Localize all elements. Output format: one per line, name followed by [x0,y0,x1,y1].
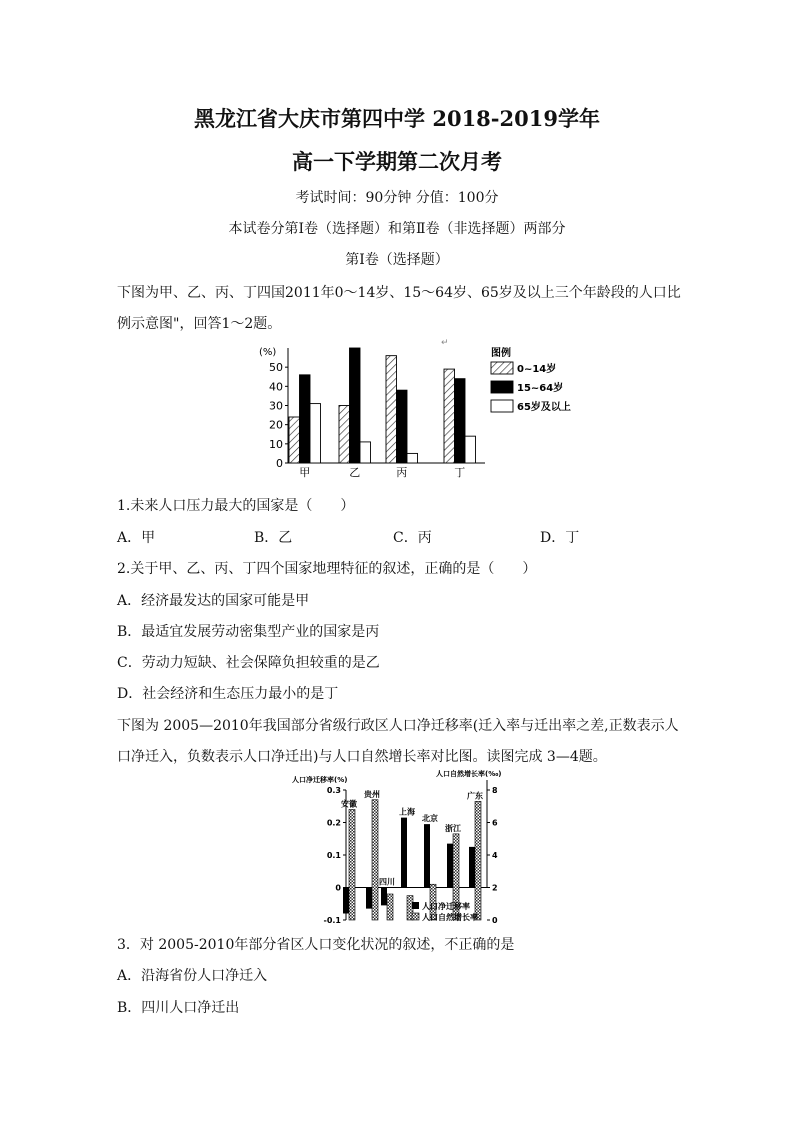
chart2-right-axis-label: 人口自然增长率(‰) [436,770,502,778]
chart2-category-labels [341,789,483,887]
q1-option-b[interactable]: B．乙 [254,530,293,546]
intro2-line1: 下图为 2005—2010年我国部分省级行政区人口净迁移率(迁入率与迁出率之差,正数表示人 [117,718,679,734]
chart1-bars [289,348,476,463]
chart2-legend [412,901,478,922]
chart1-bar [386,356,397,463]
chart1-y-unit: (%) [259,347,277,358]
q2-stem: 2.关于甲、乙、丙、丁四个国家地理特征的叙述，正确的是（ ） [117,561,537,577]
intro1-line2: 例示意图"，回答1～2题。 [117,316,282,332]
q3-option-b[interactable]: B．四川人口净迁出 [117,1000,240,1016]
chart2-left-axis-label: 人口净迁移率(%) [292,776,348,784]
chart2-growth-bar [372,800,378,920]
chart2-category-label: 上海 [399,807,415,817]
section-heading: 第Ⅰ卷（选择题） [345,252,449,268]
return-mark: ↵ [441,338,449,348]
chart1-y-tick-label: 50 [269,361,283,375]
chart2-right-tick-label: 6 [492,818,498,828]
chart2-right-tick-label: 0 [492,916,498,925]
q1-option-d[interactable]: D．丁 [540,530,580,546]
chart2-category-label: 北京 [422,814,438,824]
chart2-right-tick-label: 8 [492,786,498,795]
chart2-category-label: 四川 [379,877,395,887]
chart2-left-tick-label: 0.2 [326,818,341,828]
chart2-migration-bar [447,844,453,888]
chart1-bar [300,375,311,463]
paper-title: 黑龙江省大庆市第四中学 2018-2019学年 [194,106,600,131]
intro1-line1: 下图为甲、乙、丙、丁四国2011年0～14岁、15～64岁、65岁及以上三个年龄段的人口比 [117,285,681,301]
chart2-migration-bar [401,818,407,888]
q2-option-c[interactable]: C．劳动力短缺、社会保障负担较重的是乙 [117,655,380,671]
q1-stem: 1.未来人口压力最大的国家是（ ） [117,498,355,514]
age-structure-chart [245,338,590,480]
chart2-growth-bar [349,810,355,921]
chart2-left-tick-label: -0.1 [323,916,341,925]
chart2-migration-bar [366,888,372,909]
q3-option-a[interactable]: A．沿海省份人口净迁入 [117,968,268,984]
q2-option-d[interactable]: D．社会经济和生态压力最小的是丁 [117,686,339,702]
migration-growth-chart [290,765,505,930]
chart2-migration-bar [424,824,430,887]
q3-stem: 3．对 2005-2010年部分省区人口变化状况的叙述，不正确的是 [117,937,515,953]
chart2-legend-label: 人口自然增长率 [422,913,478,922]
chart2-growth-bar [387,894,393,920]
chart2-growth-bar [475,801,481,920]
chart2-right-tick-label: 4 [492,851,498,860]
chart1-bar [339,406,350,464]
chart1-legend-title: 图例 [491,348,511,359]
chart1-bar [310,404,321,463]
intro2-line2: 口净迁入，负数表示人口净迁出)与人口自然增长率对比图。读图完成 3—4题。 [117,749,607,765]
chart1-category-label: 乙 [349,466,361,479]
chart1-y-tick-label: 20 [269,418,283,432]
chart2-category-label: 浙江 [445,823,461,833]
chart1-y-tick-label: 10 [269,437,283,451]
chart1-legend [491,362,571,413]
chart1-legend-swatch [491,362,513,374]
chart2-left-tick-label: 0.3 [326,786,341,795]
exam-info: 考试时间：90分钟 分值：100分 [295,190,499,206]
chart1-bar [455,379,466,463]
chart2-migration-bar [343,888,349,914]
chart1-category-label: 丁 [454,466,466,479]
paper-subtitle: 高一下学期第二次月考 [292,149,502,174]
chart2-right-tick-label: 2 [492,883,498,893]
chart1-category-label: 丙 [396,466,408,479]
chart1-bar [465,436,476,463]
chart1-legend-swatch [491,400,513,412]
chart2-left-tick-label: 0 [335,883,341,893]
chart1-bar [360,442,371,463]
chart2-migration-bar [381,888,387,906]
chart1-bar [444,369,455,463]
chart1-legend-label: 0~14岁 [517,364,557,375]
chart2-category-label: 广东 [467,791,483,801]
chart1-bar [407,453,418,463]
chart1-bar [397,390,408,463]
chart1-bar [350,348,361,463]
chart1-legend-swatch [491,381,513,393]
chart2-legend-label: 人口净迁移率 [422,902,470,911]
chart1-legend-label: 15~64岁 [517,383,564,394]
chart2-legend-swatch [412,913,419,920]
q2-option-a[interactable]: A．经济最发达的国家可能是甲 [117,593,310,609]
paper-structure: 本试卷分第Ⅰ卷（选择题）和第Ⅱ卷（非选择题）两部分 [228,221,566,237]
q2-option-b[interactable]: B．最适宜发展劳动密集型产业的国家是丙 [117,624,380,640]
chart1-category-label: 甲 [299,466,311,479]
chart2-left-tick-label: 0.1 [326,851,341,860]
chart1-legend-label: 65岁及以上 [517,402,571,413]
q1-option-a[interactable]: A．甲 [117,530,156,546]
chart2-category-label: 贵州 [364,789,380,799]
chart1-category-labels [299,466,465,479]
chart2-legend-swatch [412,902,419,909]
chart1-y-tick-label: 30 [269,399,283,413]
chart2-migration-bar [469,847,475,888]
chart1-y-tick-label: 40 [269,380,283,394]
q1-option-c[interactable]: C．丙 [393,530,432,546]
chart1-y-tick-label: 0 [276,457,283,470]
chart2-category-label: 安徽 [341,799,357,809]
chart1-bar [289,417,300,463]
